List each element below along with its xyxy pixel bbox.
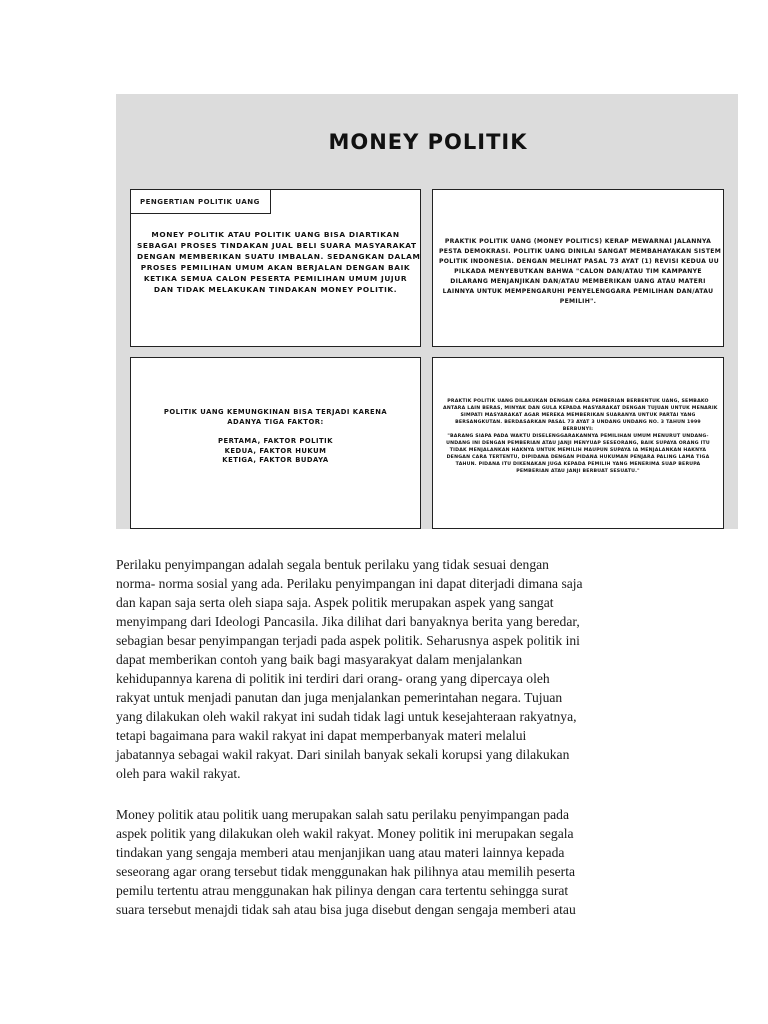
paragraph-money-politics xyxy=(116,805,656,919)
paragraph-line: tetapi bagaimana para wakil rakyat ini dapat memperbanyak materi melalui xyxy=(116,728,527,743)
definition-box xyxy=(130,189,421,347)
text-line: ADANYA TIGA FAKTOR: xyxy=(227,417,324,426)
text-line: TIDAK MENJALANKAN HAKNYA UNTUK MEMILIH MAUPUN SUPAYA IA MENJALANKAN HAKNYA xyxy=(449,448,707,453)
practice-box xyxy=(432,189,724,347)
text-line: ANTARA LAIN BERAS, MINYAK DAN GULA KEPADA MASYARAKAT DENGAN TUJUAN UNTUK MENARIK xyxy=(443,406,718,411)
definition-text xyxy=(131,229,420,295)
paragraph-line: norma- norma sosial yang ada. Perilaku penyimpangan ini dapat diterjadi dimana saja xyxy=(116,576,583,591)
paragraph-line: menyimpang dari Ideologi Pancasila. Jika dilihat dari banyaknya berita yang beredar, xyxy=(116,614,580,629)
law-box xyxy=(432,357,724,529)
paragraph-line: oleh para wakil rakyat. xyxy=(116,766,241,781)
paragraph-line: rakyat untuk menjadi panutan dan juga menjalankan pemerintahan negara. Tujuan xyxy=(116,690,563,705)
text-line: PROSES PEMILIHAN UMUM AKAN BERJALAN DENGAN BAIK xyxy=(140,263,411,272)
text-line: PEMILIH". xyxy=(559,298,597,305)
text-line: "BARANG SIAPA PADA WAKTU DISELENGGARAKANNYA PEMILIHAN UMUM MENURUT UNDANG- xyxy=(447,434,709,439)
text-line: SEBAGAI PROSES TINDAKAN JUAL BELI SUARA MASYARAKAT xyxy=(137,241,417,250)
text-line: POLITIK INDONESIA. DENGAN MELIHAT PASAL 73 AYAT (1) REVISI KEDUA UU xyxy=(439,258,720,265)
text-line: UNDANG INI DENGAN PEMBERIAN ATAU JANJI MENYUAP SESEORANG, BAIK SUPAYA ORANG ITU xyxy=(446,441,710,446)
paragraph-line: seseorang agar orang tersebut tidak menggunakan hak pilihnya atau memilih peserta xyxy=(116,864,576,879)
factor-item: PERTAMA, FAKTOR POLITIK xyxy=(218,437,333,445)
factor-item: KEDUA, FAKTOR HUKUM xyxy=(224,446,327,455)
text-line: MONEY POLITIK ATAU POLITIK UANG BISA DIARTIKAN xyxy=(151,230,400,239)
text-line: DENGAN MEMBERIKAN SUATU IMBALAN. SEDANGKAN DALAM xyxy=(137,252,421,261)
infographic-title xyxy=(0,130,768,154)
text-line: PESTA DEMOKRASI. POLITIK UANG DINILAI SANGAT MEMBAHAYAKAN SISTEM xyxy=(439,248,722,255)
text-line: PEMBERIAN ATAU JANJI BERBUAT SESUATU." xyxy=(516,469,640,474)
paragraph-line: sebagian besar penyimpangan terjadi pada aspek politik. Seharusnya aspek politik ini xyxy=(116,633,580,648)
paragraph-line: Perilaku penyimpangan adalah segala bentuk perilaku yang tidak sesuai dengan xyxy=(116,557,549,572)
paragraph-line: jabatannya sebagai wakil rakyat. Dari sinilah banyak sekali korupsi yang dilakukan xyxy=(116,747,570,762)
text-line: TAHUN. PIDANA ITU DIKENAKAN JUGA KEPADA PEMILIH YANG MENERIMA SUAP BERUPA xyxy=(455,462,701,467)
practice-text xyxy=(433,237,723,307)
text-line: LAINNYA UNTUK MEMPENGARUHI PENYELENGGARA PEMILIHAN DAN/ATAU xyxy=(442,288,714,295)
text-line: PRAKTIK POLITIK UANG DILAKUKAN DENGAN CARA PEMBERIAN BERBENTUK UANG, SEMBAKO xyxy=(447,399,709,404)
text-line: SIMPATI MASYARAKAT AGAR MEREKA MEMBERIKAN SUARANYA UNTUK PARTAI YANG xyxy=(460,413,696,418)
paragraph-line: kehidupannya karena di politik ini terdiri dari orang- orang yang dipercaya oleh xyxy=(116,671,550,686)
text-line: DILARANG MENJANJIKAN DAN/ATAU MEMBERIKAN UANG ATAU MATERI xyxy=(450,278,706,285)
infographic-title-text: MONEY POLITIK xyxy=(328,130,528,154)
law-text xyxy=(433,398,723,475)
text-line: PRAKTIK POLITIK UANG (MONEY POLITICS) KERAP MEWARNAI JALANNYA xyxy=(444,238,712,245)
definition-tag: PENGERTIAN POLITIK UANG xyxy=(131,190,271,214)
paragraph-deviant-behavior xyxy=(116,555,656,783)
text-line: DAN TIDAK MELAKUKAN TINDAKAN MONEY POLITIK. xyxy=(153,285,398,294)
paragraph-line: pemilu tertentu atrau menggunakan hak pilinya dengan cara tertentu sehingga surat xyxy=(116,883,569,898)
paragraph-line: dapat memberikan contoh yang baik bagi masyarakyat dalam menjalankan xyxy=(116,652,523,667)
paragraph-line: aspek politik yang dilakukan oleh wakil rakyat. Money politik ini merupakan segala xyxy=(116,826,574,841)
text-line: BERBUNYI: xyxy=(562,427,594,432)
paragraph-line: Money politik atau politik uang merupakan salah satu perilaku penyimpangan pada xyxy=(116,807,570,822)
text-line: BERSANGKUTAN. BERDASARKAN PASAL 73 AYAT 3 UNDANG UNDANG NO. 3 TAHUN 1999 xyxy=(455,420,701,425)
text-line: PILKADA MENYEBUTKAN BAHWA "CALON DAN/ATAU TIM KAMPANYE xyxy=(454,268,702,275)
paragraph-line: yang dilakukan oleh wakil rakyat ini sudah tidak lagi untuk kesejahteraan rakyatnya, xyxy=(116,709,577,724)
paragraph-line: suara tersebut menajdi tidak sah atau bisa juga disebut dengan sengaja memberi atau xyxy=(116,902,576,917)
text-line: KETIKA SEMUA CALON PESERTA PEMILIHAN UMUM JUJUR xyxy=(143,274,408,283)
paragraph-line: tindakan yang sengaja memberi atau menjanjikan uang atau materi lainnya kepada xyxy=(116,845,565,860)
text-line: DENGAN CARA TERTENTU, DIPIDANA DENGAN PIDANA HUKUMAN PENJARA PALING LAMA TIGA xyxy=(446,455,710,460)
factors-text xyxy=(131,408,420,466)
factors-box xyxy=(130,357,421,529)
paragraph-line: dan kapan saja serta oleh siapa saja. Aspek politik merupakan aspek yang sangat xyxy=(116,595,554,610)
factor-item: KETIGA, FAKTOR BUDAYA xyxy=(222,456,329,464)
text-line: POLITIK UANG KEMUNGKINAN BISA TERJADI KARENA xyxy=(163,408,388,416)
